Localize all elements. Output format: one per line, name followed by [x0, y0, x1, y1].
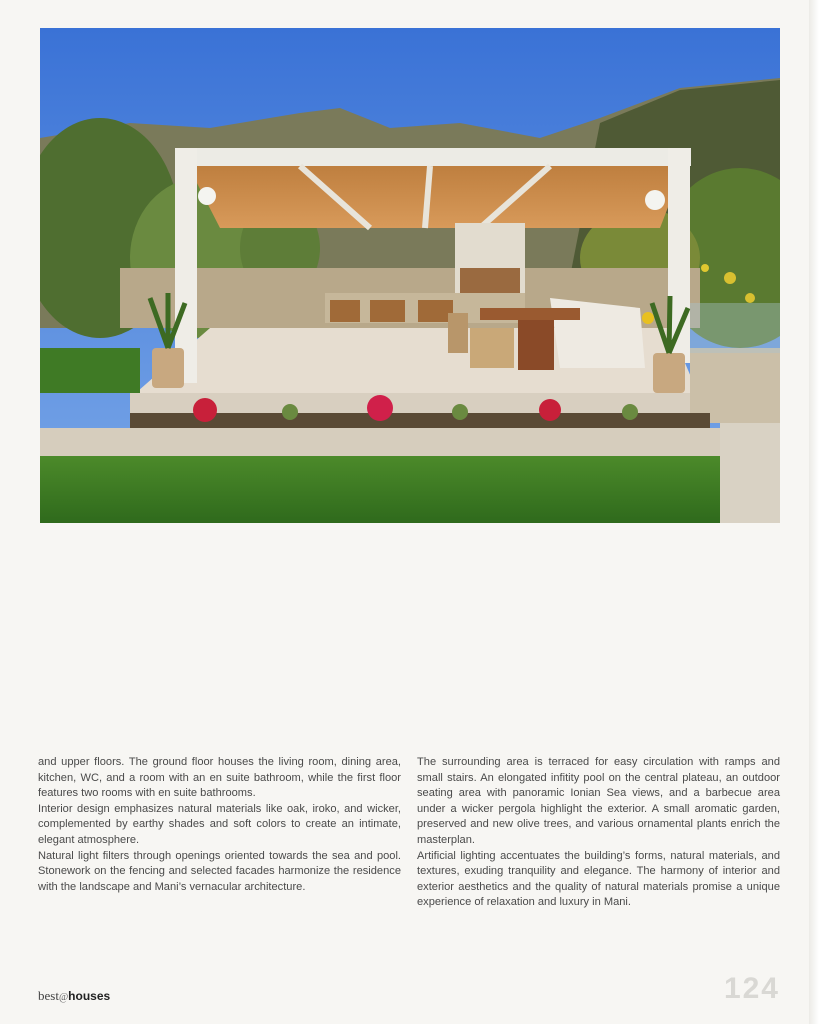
- brand-at: @: [58, 992, 69, 1003]
- brand-prefix: best: [38, 988, 59, 1003]
- page-edge: [809, 0, 819, 1024]
- page-number: 124: [723, 972, 780, 1005]
- paragraph: and upper floors. The ground floor houses the living room, dining area, kitchen, WC, and a room with an en suite bathroom, while the first floor features two rooms with en suite bathrooms.: [38, 756, 401, 800]
- pergola-photo: [40, 28, 780, 523]
- text-column-right: [417, 755, 780, 911]
- paragraph: Artificial lighting accentuates the building’s forms, natural materials, and textures, exuding tranquility and elegance. The harmony of interior and exterior aesthetics and the quality of natural materials promise a unique experience of relaxation and luxury in Mani.: [417, 849, 780, 909]
- magazine-brand: [38, 988, 110, 1004]
- text-column-left: [38, 755, 401, 895]
- brand-suffix: houses: [68, 989, 111, 1003]
- paragraph: The surrounding area is terraced for easy circulation with ramps and small stairs. An elongated infitity pool on the central plateau, an outdoor seating area with panoramic Ionian Sea views, and a barbecue area under a wicker pergola highlight the exterior. A small aromatic garden, preserved and new olive trees, and various ornamental plants enrich the masterplan.: [417, 756, 780, 846]
- paragraph: Natural light filters through openings oriented towards the sea and pool. Stonework on the fencing and selected facades harmonize the residence with the landscape and Mani’s vernacular architecture.: [38, 849, 401, 893]
- paragraph: Interior design emphasizes natural materials like oak, iroko, and wicker, complemented by earthy shades and soft colors to create an intimate, elegant atmosphere.: [38, 802, 401, 846]
